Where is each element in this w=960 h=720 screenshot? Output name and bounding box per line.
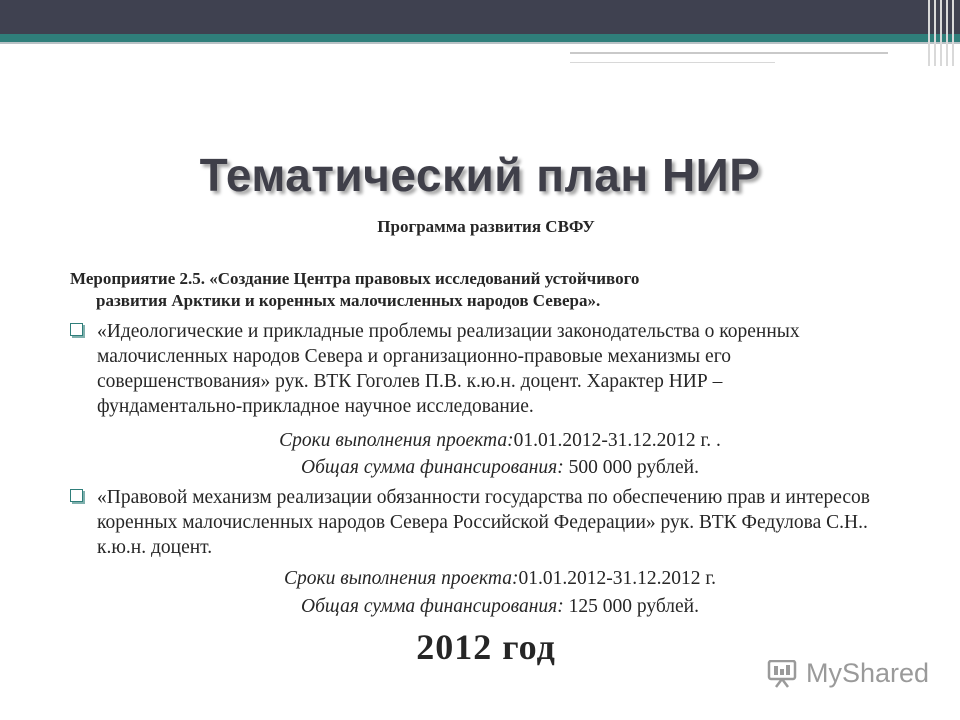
slide-title: Тематический план НИР xyxy=(199,149,761,201)
slide-subtitle: Программа развития СВФУ xyxy=(377,217,595,236)
header-rule xyxy=(570,52,888,54)
header-accent-band xyxy=(0,34,960,42)
square-bullet-icon xyxy=(70,489,83,502)
list-item-text: «Идеологические и прикладные проблемы реализации законодательства о коренных малочисленных народов Севера и организационно-правовые механизмы его совершенствования» рук. ВТК Гоголев П.В. к.ю.н. доцент. Характер НИР – фундаментально-прикладное научное исследование. xyxy=(97,321,800,417)
project-funding-label: Общая сумма финансирования: xyxy=(301,596,564,617)
project-funding-label: Общая сумма финансирования: xyxy=(301,457,564,478)
project-funding-value: 500 000 рублей. xyxy=(563,457,699,478)
event-heading-line1: Мероприятие 2.5. «Создание Центра правовых исследований устойчивого xyxy=(70,269,640,288)
year-label: 2012 год xyxy=(416,627,556,667)
list-item xyxy=(70,485,870,560)
header-band xyxy=(0,0,960,34)
list-item-text: «Правовой механизм реализации обязанности государства по обеспечению прав и интересов коренных малочисленных народов Севера Российской Федерации» рук. ВТК Федулова С.Н.. к.ю.н. доцент. xyxy=(97,487,870,558)
project-funding xyxy=(0,455,960,480)
header-divider xyxy=(0,42,960,44)
project-dates xyxy=(0,428,960,453)
square-bullet-icon xyxy=(70,323,83,336)
header-rule-short xyxy=(570,62,775,63)
project-dates-value: 01.01.2012-31.12.2012 г. . xyxy=(513,430,721,451)
event-heading-line2: развития Арктики и коренных малочисленных народов Севера». xyxy=(96,291,601,310)
watermark-logo xyxy=(766,658,930,692)
corner-stripes xyxy=(926,0,960,66)
list-item xyxy=(70,319,870,419)
presentation-board-icon xyxy=(766,660,798,688)
project-dates xyxy=(0,566,960,591)
project-dates-value: 01.01.2012-31.12.2012 г. xyxy=(518,568,716,589)
event-heading xyxy=(70,268,850,312)
project-dates-label: Сроки выполнения проекта: xyxy=(283,568,519,589)
watermark-text: MyShared xyxy=(806,658,930,688)
project-dates-label: Сроки выполнения проекта: xyxy=(279,430,514,451)
project-funding-value: 125 000 рублей. xyxy=(563,596,699,617)
project-funding xyxy=(0,594,960,619)
